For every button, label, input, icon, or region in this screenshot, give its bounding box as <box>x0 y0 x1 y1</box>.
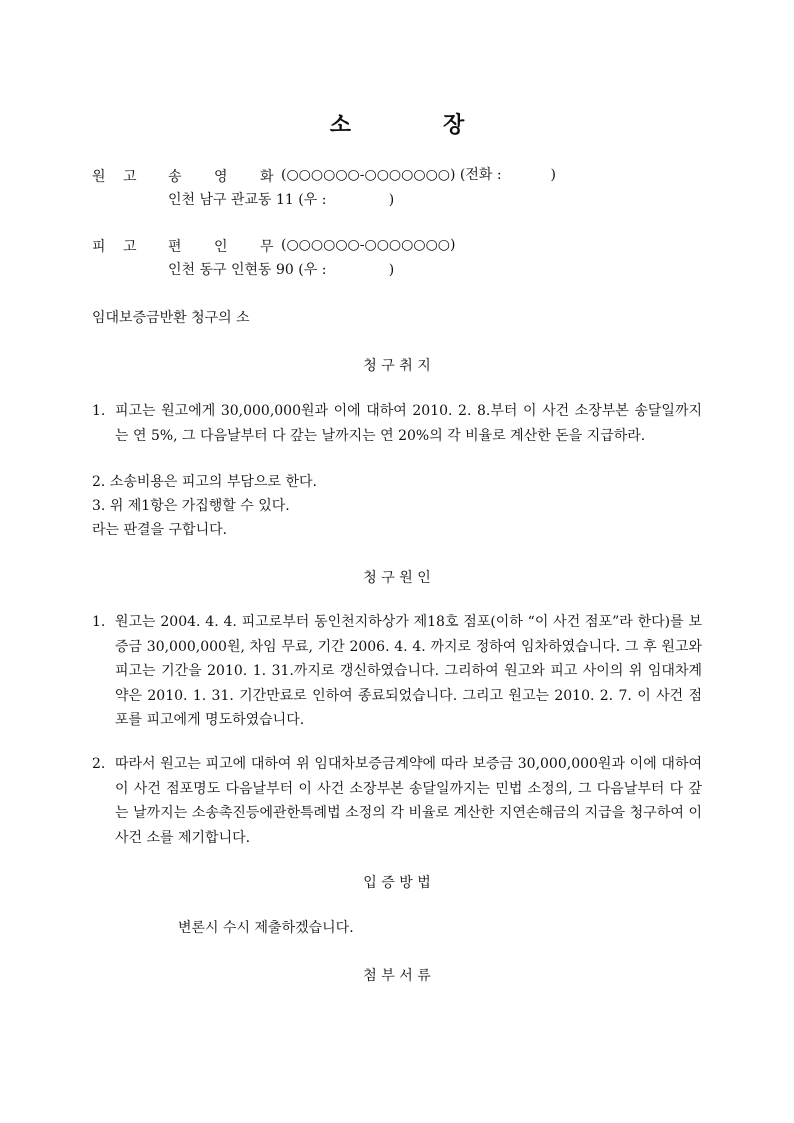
claim-purpose-item-3-text: 위 제1항은 가집행할 수 있다. <box>109 498 290 514</box>
plaintiff-address: 인천 남구 관교동 11 (우 : ) <box>168 192 395 208</box>
claim-purpose-item-1-num: 1. <box>92 403 106 419</box>
document-title <box>0 108 794 139</box>
claim-purpose-item-2-text: 소송비용은 피고의 부담으로 한다. <box>109 474 317 490</box>
claim-cause-item-2 <box>92 752 702 850</box>
plaintiff-name-char-1: 송 <box>168 169 182 185</box>
claim-purpose-item-3-num: 3. <box>92 498 106 514</box>
attachments-heading: 첨 부 서 류 <box>363 968 431 984</box>
defendant-role-char-2: 고 <box>123 239 137 255</box>
evidence-text: 변론시 수시 제출하겠습니다. <box>178 920 354 936</box>
plaintiff-role-char-2: 고 <box>123 169 137 185</box>
claim-cause-item-2-text: 따라서 원고는 피고에 대하여 위 임대차보증금계약에 따라 보증금 30,000,000원과 이에 대하여 이 사건 점포명도 다음날부터 이 사건 소장부본 송달일까지는 민법 소정의, 그 다음날부터 다 갚는 날까지는 소송촉진등에관한특례법 소정의 각 비율로 계산한 지연손해금의 지급을 청구하여 이 사건 소를 제기합니다. <box>115 756 702 846</box>
defendant-name-char-2: 인 <box>214 239 228 255</box>
claim-cause-item-1-text: 원고는 2004. 4. 4. 피고로부터 동인천지하상가 제18호 점포(이하 “이 사건 점포”라 한다)를 보증금 30,000,000원, 차임 무료, 기간 2006. 4. 4. 까지로 정하여 임차하였습니다. 그 후 원고와 피고는 기간을 2010. 1. 31.까지로 갱신하였습니다. 그리하여 원고와 피고 사이의 위 임대차계약은 2010. 1. 31. 기간만료로 인하여 종료되었습니다. 그리고 원고는 2010. 2. 7. 이 사건 점포를 피고에게 명도하였습니다. <box>115 614 702 728</box>
plaintiff-name-char-2: 영 <box>214 169 228 185</box>
claim-cause-heading: 청 구 원 인 <box>363 570 431 586</box>
claim-purpose-item-2-num: 2. <box>92 474 106 490</box>
claim-cause-item-2-num: 2. <box>92 756 106 772</box>
claim-purpose-item-1-text: 피고는 원고에게 30,000,000원과 이에 대하여 2010. 2. 8.부터 이 사건 소장부본 송달일까지는 연 5%, 그 다음날부터 다 갚는 날까지는 연 20%의 각 비율로 계산한 돈을 지급하라. <box>115 403 702 444</box>
claim-cause-item-1 <box>92 610 702 733</box>
plaintiff-id-phone: (○○○○○○-○○○○○○○) (전화 : ) <box>281 167 557 183</box>
evidence-heading: 입 증 방 법 <box>363 875 431 891</box>
title-char-1: 소 <box>329 112 351 138</box>
defendant-name-char-1: 편 <box>168 239 182 255</box>
plaintiff-role-char-1: 원 <box>92 169 106 185</box>
title-char-2: 장 <box>443 112 465 138</box>
claim-purpose-closing: 라는 판결을 구합니다. <box>92 522 228 538</box>
claim-cause-item-1-num: 1. <box>92 614 106 630</box>
defendant-name-char-3: 무 <box>260 239 274 255</box>
plaintiff-name-char-3: 화 <box>260 169 274 185</box>
defendant-address: 인천 동구 인현동 90 (우 : ) <box>168 262 395 278</box>
claim-purpose-item-1 <box>92 399 702 448</box>
defendant-role-char-1: 피 <box>92 239 106 255</box>
case-name: 임대보증금반환 청구의 소 <box>92 310 250 326</box>
claim-purpose-heading: 청 구 취 지 <box>363 358 431 374</box>
claim-purpose-item-3 <box>92 494 290 518</box>
claim-purpose-item-2 <box>92 470 317 494</box>
defendant-id: (○○○○○○-○○○○○○○) <box>281 237 456 253</box>
